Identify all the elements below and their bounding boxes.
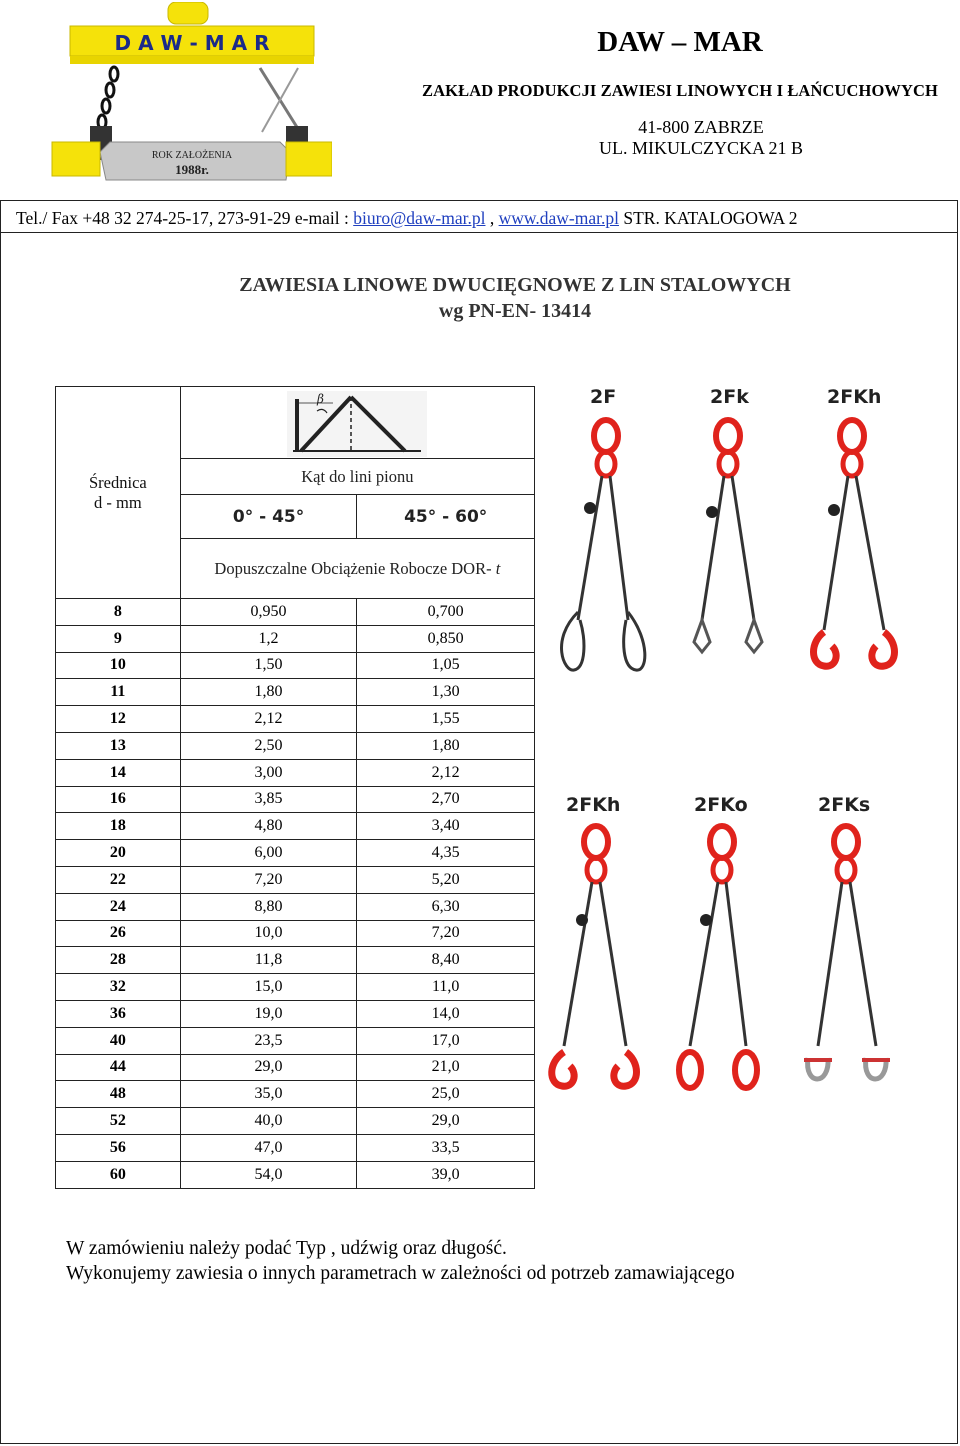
table-row (56, 732, 535, 759)
load-45-60-cell: 1,80 (357, 732, 535, 759)
table-row (56, 1054, 535, 1081)
table-row (56, 1161, 535, 1188)
contact-line (16, 208, 797, 229)
table-row (56, 759, 535, 786)
load-0-45-cell: 19,0 (180, 1000, 357, 1027)
load-0-45-cell: 6,00 (180, 840, 357, 867)
table-row (56, 813, 535, 840)
slings-photo-bottom (540, 790, 958, 1100)
load-45-60-cell: 25,0 (357, 1081, 535, 1108)
load-45-60-cell: 7,20 (357, 920, 535, 947)
sling-2Fk-drawing (694, 420, 762, 652)
load-0-45-cell: 0,950 (180, 599, 357, 626)
load-0-45-cell: 7,20 (180, 866, 357, 893)
load-0-45-cell: 11,8 (180, 947, 357, 974)
load-45-60-cell: 21,0 (357, 1054, 535, 1081)
title-line-1: ZAWIESIA LINOWE DWUCIĘGNOWE Z LIN STALOWYCH (239, 274, 791, 296)
diameter-cell: 11 (56, 679, 181, 706)
table-row (56, 652, 535, 679)
diameter-cell: 16 (56, 786, 181, 813)
diameter-unit: d - mm (94, 492, 142, 512)
sling-2FKh-bottom-drawing (552, 826, 637, 1086)
diameter-cell: 8 (56, 599, 181, 626)
company-header (400, 26, 960, 159)
table-row (56, 679, 535, 706)
diameter-cell: 60 (56, 1161, 181, 1188)
sling-label-2FKs: 2FKs (818, 794, 871, 816)
load-0-45-cell: 2,50 (180, 732, 357, 759)
table-row (56, 974, 535, 1001)
diameter-label: Średnica (89, 472, 147, 492)
diameter-cell: 24 (56, 893, 181, 920)
sling-label-2FKh-bottom: 2FKh (566, 794, 621, 816)
dor-label: Dopuszczalne Obciążenie Robocze DOR- (214, 558, 496, 578)
contact-prefix: Tel./ Fax +48 32 274-25-17, 273-91-29 e-mail : (16, 208, 354, 228)
website-link[interactable]: www.daw-mar.pl (498, 208, 619, 228)
order-note-2: Wykonujemy zawiesia o innych parametrach w zależności od potrzeb zamawiającego (66, 1263, 735, 1284)
table-row (56, 706, 535, 733)
load-45-60-cell: 0,850 (357, 625, 535, 652)
load-45-60-cell: 2,70 (357, 786, 535, 813)
table-row (56, 1081, 535, 1108)
dor-header (180, 539, 534, 599)
angle-col-1-header: 0° - 45° (180, 495, 357, 539)
diameter-cell: 14 (56, 759, 181, 786)
load-table (55, 386, 535, 1189)
load-0-45-cell: 1,80 (180, 679, 357, 706)
table-row (56, 1000, 535, 1027)
contact-separator: , (485, 208, 499, 228)
table-row (56, 599, 535, 626)
diameter-cell: 18 (56, 813, 181, 840)
email-link[interactable]: biuro@daw-mar.pl (353, 208, 486, 228)
load-45-60-cell: 11,0 (357, 974, 535, 1001)
table-row (56, 866, 535, 893)
sling-label-2FKo: 2FKo (694, 794, 748, 816)
diameter-cell: 32 (56, 974, 181, 1001)
logo-founded-year: 1988r. (175, 162, 209, 177)
diameter-cell: 26 (56, 920, 181, 947)
diameter-cell: 12 (56, 706, 181, 733)
diameter-cell: 52 (56, 1108, 181, 1135)
company-address-city: 41-800 ZABRZE (638, 117, 764, 137)
diameter-cell: 48 (56, 1081, 181, 1108)
sling-label-2F: 2F (590, 386, 617, 408)
sling-2FKo-drawing (679, 826, 757, 1088)
logo-founded-label: ROK ZAŁOŻENIA (151, 150, 233, 161)
load-0-45-cell: 3,00 (180, 759, 357, 786)
logo-brand-text: D A W - M A R (114, 31, 270, 55)
load-0-45-cell: 35,0 (180, 1081, 357, 1108)
load-0-45-cell: 3,85 (180, 786, 357, 813)
angle-header: Kąt do lini pionu (180, 459, 534, 495)
load-0-45-cell: 23,5 (180, 1027, 357, 1054)
load-45-60-cell: 39,0 (357, 1161, 535, 1188)
load-0-45-cell: 1,2 (180, 625, 357, 652)
angle-diagram-cell (180, 387, 534, 459)
load-0-45-cell: 40,0 (180, 1108, 357, 1135)
title-line-2: wg PN-EN- 13414 (438, 300, 592, 322)
catalog-page: STR. KATALOGOWA 2 (618, 208, 798, 228)
order-note-1: W zamówieniu należy podać Typ , udźwig oraz długość. (66, 1238, 507, 1259)
diameter-cell: 28 (56, 947, 181, 974)
diameter-cell: 40 (56, 1027, 181, 1054)
angle-col-2-header: 45° - 60° (357, 495, 535, 539)
diameter-cell: 44 (56, 1054, 181, 1081)
page-title (200, 272, 830, 324)
company-address-street: UL. MIKULCZYCKA 21 B (598, 138, 803, 158)
diameter-cell: 56 (56, 1134, 181, 1161)
load-0-45-cell: 15,0 (180, 974, 357, 1001)
diameter-cell: 13 (56, 732, 181, 759)
table-row (56, 947, 535, 974)
diameter-cell: 36 (56, 1000, 181, 1027)
table-row (56, 786, 535, 813)
load-0-45-cell: 2,12 (180, 706, 357, 733)
load-45-60-cell: 14,0 (357, 1000, 535, 1027)
load-45-60-cell: 29,0 (357, 1108, 535, 1135)
header-divider (0, 232, 958, 233)
sling-label-2Fk: 2Fk (710, 386, 749, 408)
table-row (56, 1108, 535, 1135)
sling-label-2FKh-top: 2FKh (827, 386, 882, 408)
load-0-45-cell: 8,80 (180, 893, 357, 920)
load-0-45-cell: 10,0 (180, 920, 357, 947)
diameter-cell: 22 (56, 866, 181, 893)
load-45-60-cell: 1,55 (357, 706, 535, 733)
angle-diagram (287, 391, 427, 457)
diameter-cell: 20 (56, 840, 181, 867)
load-0-45-cell: 1,50 (180, 652, 357, 679)
order-notes (66, 1236, 735, 1286)
load-45-60-cell: 6,30 (357, 893, 535, 920)
diameter-cell: 9 (56, 625, 181, 652)
load-45-60-cell: 1,30 (357, 679, 535, 706)
load-45-60-cell: 3,40 (357, 813, 535, 840)
load-45-60-cell: 2,12 (357, 759, 535, 786)
slings-photo-top (540, 380, 958, 680)
load-0-45-cell: 29,0 (180, 1054, 357, 1081)
company-logo (50, 2, 332, 190)
table-row (56, 625, 535, 652)
load-0-45-cell: 4,80 (180, 813, 357, 840)
sling-2F-drawing (562, 420, 645, 670)
load-45-60-cell: 4,35 (357, 840, 535, 867)
load-45-60-cell: 1,05 (357, 652, 535, 679)
diameter-header (56, 387, 181, 599)
company-subtitle: ZAKŁAD PRODUKCJI ZAWIESI LINOWYCH I ŁAŃCUCHOWYCH (422, 81, 938, 100)
table-row (56, 1027, 535, 1054)
sling-2FKh-top-drawing (814, 420, 895, 666)
diameter-cell: 10 (56, 652, 181, 679)
load-0-45-cell: 54,0 (180, 1161, 357, 1188)
sling-2FKs-drawing (804, 826, 890, 1079)
load-45-60-cell: 8,40 (357, 947, 535, 974)
table-row (56, 1134, 535, 1161)
dor-unit: t (495, 558, 501, 578)
load-45-60-cell: 0,700 (357, 599, 535, 626)
load-45-60-cell: 5,20 (357, 866, 535, 893)
table-row (56, 893, 535, 920)
load-0-45-cell: 47,0 (180, 1134, 357, 1161)
company-name: DAW – MAR (597, 26, 763, 58)
load-45-60-cell: 33,5 (357, 1134, 535, 1161)
beta-symbol: β (317, 391, 325, 406)
load-45-60-cell: 17,0 (357, 1027, 535, 1054)
table-row (56, 920, 535, 947)
table-row (56, 840, 535, 867)
